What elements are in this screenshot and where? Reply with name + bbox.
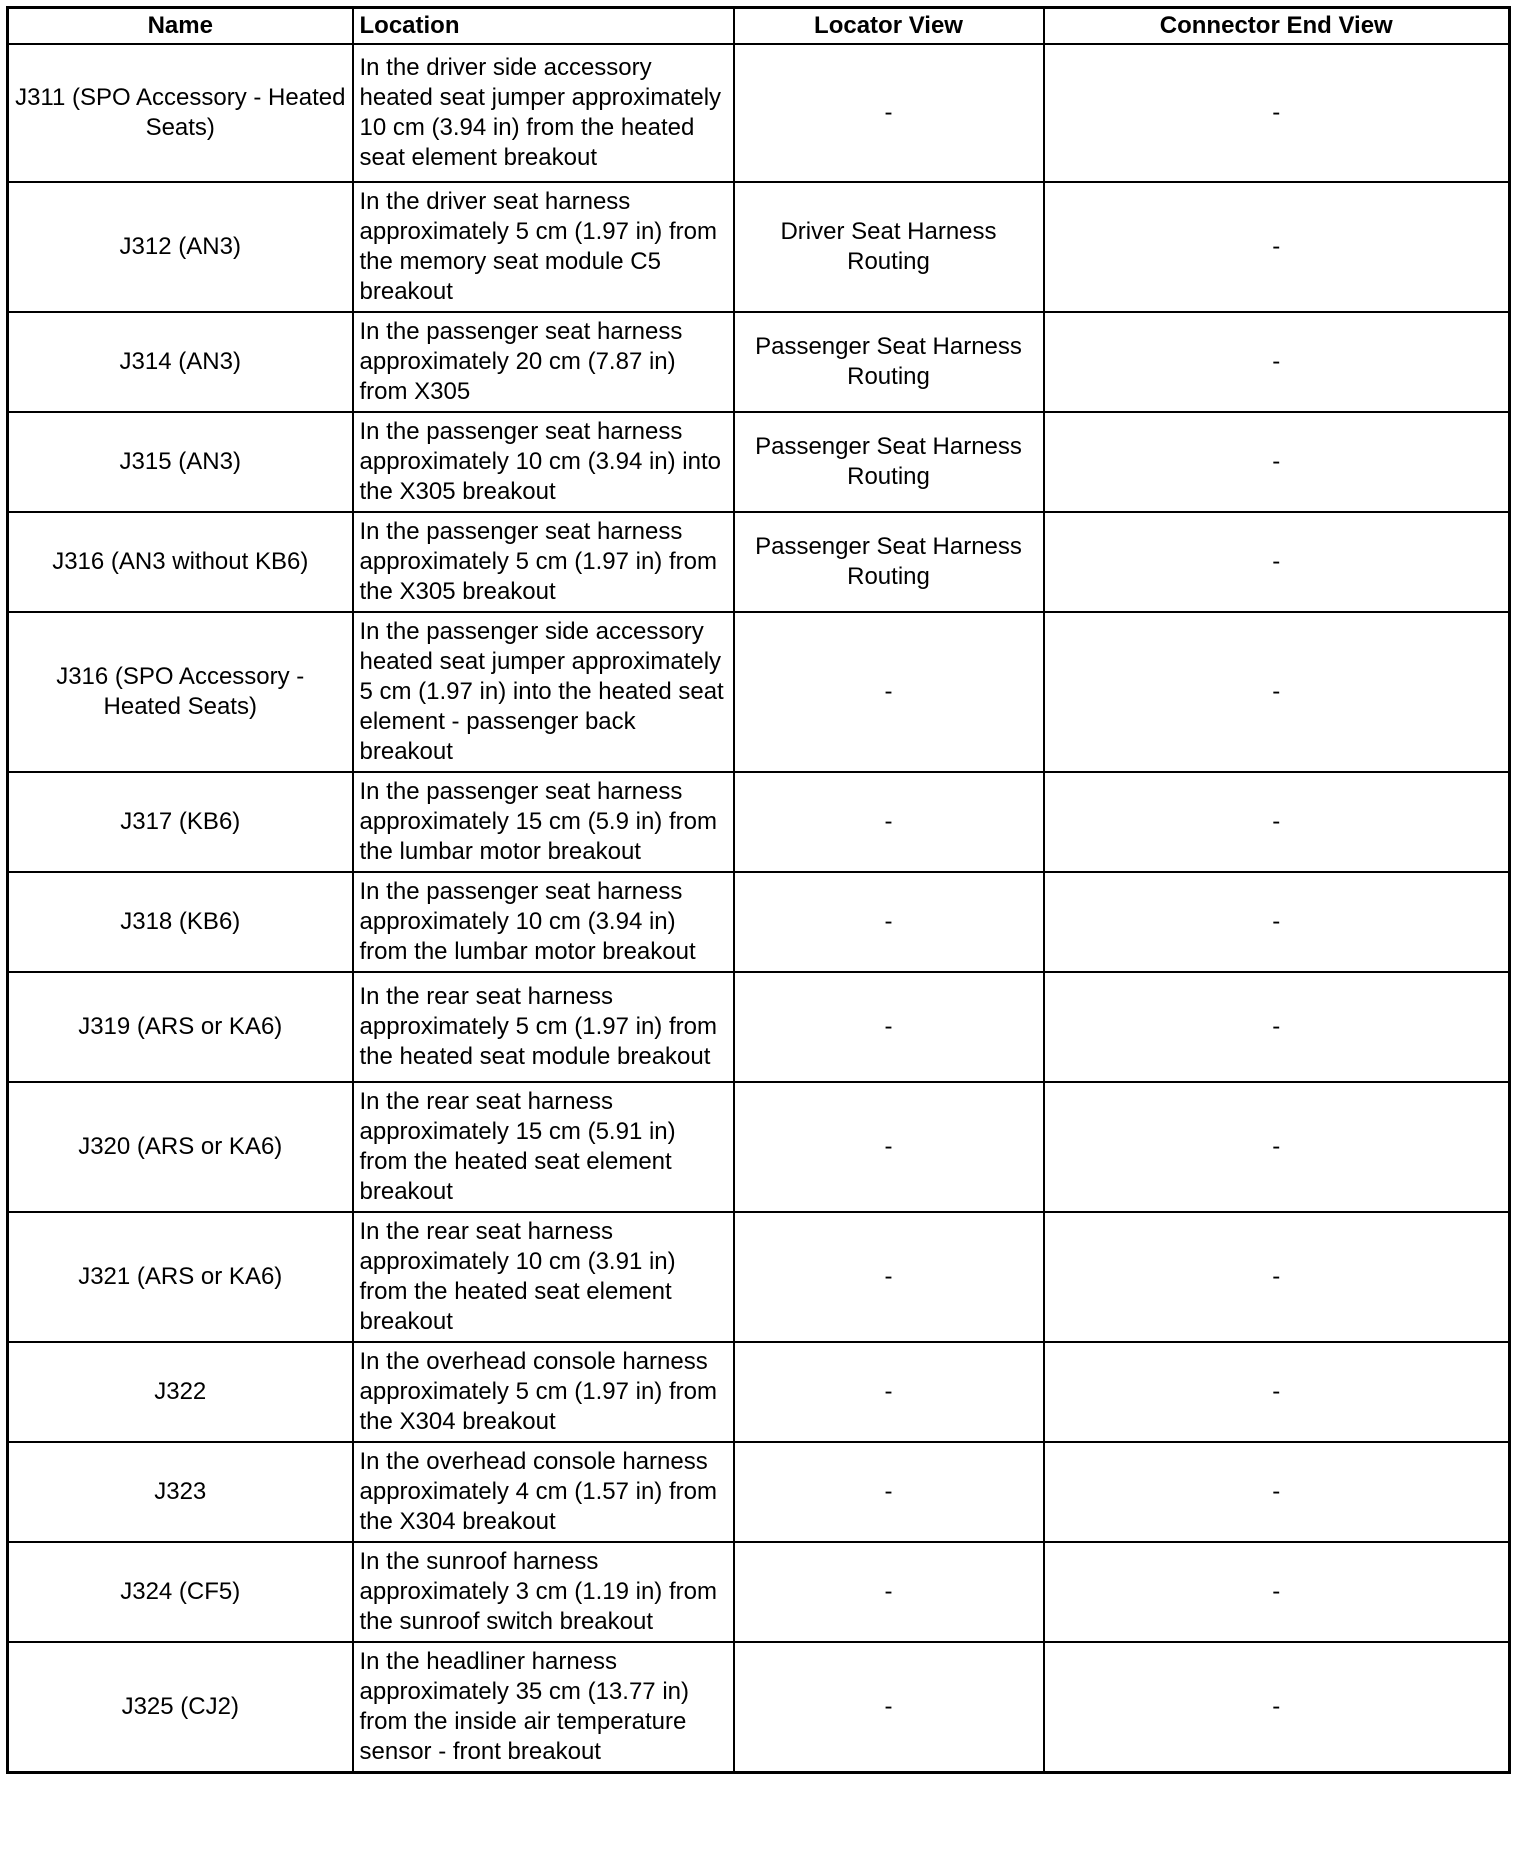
cell-location: In the driver side accessory heated seat jumper approximately 10 cm (3.94 in) from the heated seat element breakout: [353, 44, 734, 182]
cell-location: In the rear seat harness approximately 10 cm (3.91 in) from the heated seat element breakout: [353, 1212, 734, 1342]
cell-name: J325 (CJ2): [8, 1642, 353, 1773]
header-connector-end-view: Connector End View: [1044, 8, 1510, 45]
cell-connector-end-view: -: [1044, 1212, 1510, 1342]
cell-location: In the passenger seat harness approximately 20 cm (7.87 in) from X305: [353, 312, 734, 412]
cell-locator-view: -: [734, 872, 1044, 972]
connector-location-table: [6, 6, 1511, 1774]
table-row: [8, 44, 1510, 182]
cell-locator-view: -: [734, 612, 1044, 772]
cell-location: In the overhead console harness approximately 5 cm (1.97 in) from the X304 breakout: [353, 1342, 734, 1442]
header-location: Location: [353, 8, 734, 45]
table-row: [8, 772, 1510, 872]
table-header: [8, 8, 1510, 45]
cell-name: J318 (KB6): [8, 872, 353, 972]
cell-connector-end-view: -: [1044, 1342, 1510, 1442]
cell-location: In the passenger seat harness approximately 5 cm (1.97 in) from the X305 breakout: [353, 512, 734, 612]
cell-location: In the passenger side accessory heated seat jumper approximately 5 cm (1.97 in) into the heated seat element - passenger back breakout: [353, 612, 734, 772]
table-body: [8, 44, 1510, 1773]
cell-name: J316 (AN3 without KB6): [8, 512, 353, 612]
cell-connector-end-view: -: [1044, 1082, 1510, 1212]
table-row: [8, 1642, 1510, 1773]
table-row: [8, 1212, 1510, 1342]
cell-location: In the driver seat harness approximately 5 cm (1.97 in) from the memory seat module C5 breakout: [353, 182, 734, 312]
cell-connector-end-view: -: [1044, 512, 1510, 612]
header-name: Name: [8, 8, 353, 45]
cell-connector-end-view: -: [1044, 412, 1510, 512]
table-row: [8, 182, 1510, 312]
connector-table-container: [6, 6, 1508, 1774]
table-row: [8, 1082, 1510, 1212]
cell-connector-end-view: -: [1044, 1642, 1510, 1773]
table-row: [8, 612, 1510, 772]
cell-connector-end-view: -: [1044, 872, 1510, 972]
cell-locator-view: -: [734, 1542, 1044, 1642]
cell-connector-end-view: -: [1044, 772, 1510, 872]
table-row: [8, 972, 1510, 1082]
cell-locator-view: -: [734, 1082, 1044, 1212]
cell-locator-view: -: [734, 1212, 1044, 1342]
cell-connector-end-view: -: [1044, 1542, 1510, 1642]
cell-locator-view: -: [734, 1642, 1044, 1773]
cell-location: In the passenger seat harness approximately 10 cm (3.94 in) into the X305 breakout: [353, 412, 734, 512]
cell-locator-view: -: [734, 1342, 1044, 1442]
cell-connector-end-view: -: [1044, 44, 1510, 182]
cell-location: In the headliner harness approximately 35 cm (13.77 in) from the inside air temperature sensor - front breakout: [353, 1642, 734, 1773]
cell-name: J316 (SPO Accessory - Heated Seats): [8, 612, 353, 772]
cell-name: J324 (CF5): [8, 1542, 353, 1642]
cell-location: In the sunroof harness approximately 3 cm (1.19 in) from the sunroof switch breakout: [353, 1542, 734, 1642]
cell-locator-view: Driver Seat Harness Routing: [734, 182, 1044, 312]
table-row: [8, 1542, 1510, 1642]
cell-locator-view: Passenger Seat Harness Routing: [734, 312, 1044, 412]
cell-connector-end-view: -: [1044, 182, 1510, 312]
cell-name: J317 (KB6): [8, 772, 353, 872]
cell-location: In the rear seat harness approximately 15 cm (5.91 in) from the heated seat element breakout: [353, 1082, 734, 1212]
cell-connector-end-view: -: [1044, 972, 1510, 1082]
header-locator-view: Locator View: [734, 8, 1044, 45]
cell-name: J315 (AN3): [8, 412, 353, 512]
header-row: [8, 8, 1510, 45]
table-row: [8, 412, 1510, 512]
cell-connector-end-view: -: [1044, 612, 1510, 772]
cell-name: J321 (ARS or KA6): [8, 1212, 353, 1342]
cell-name: J322: [8, 1342, 353, 1442]
cell-locator-view: Passenger Seat Harness Routing: [734, 412, 1044, 512]
cell-location: In the passenger seat harness approximately 10 cm (3.94 in) from the lumbar motor breakout: [353, 872, 734, 972]
cell-name: J323: [8, 1442, 353, 1542]
cell-name: J314 (AN3): [8, 312, 353, 412]
cell-name: J320 (ARS or KA6): [8, 1082, 353, 1212]
cell-locator-view: -: [734, 1442, 1044, 1542]
cell-location: In the rear seat harness approximately 5 cm (1.97 in) from the heated seat module breakout: [353, 972, 734, 1082]
table-row: [8, 512, 1510, 612]
cell-location: In the overhead console harness approximately 4 cm (1.57 in) from the X304 breakout: [353, 1442, 734, 1542]
cell-name: J319 (ARS or KA6): [8, 972, 353, 1082]
cell-connector-end-view: -: [1044, 312, 1510, 412]
cell-locator-view: -: [734, 972, 1044, 1082]
table-row: [8, 1442, 1510, 1542]
cell-location: In the passenger seat harness approximately 15 cm (5.9 in) from the lumbar motor breakout: [353, 772, 734, 872]
cell-name: J312 (AN3): [8, 182, 353, 312]
cell-name: J311 (SPO Accessory - Heated Seats): [8, 44, 353, 182]
table-row: [8, 312, 1510, 412]
table-row: [8, 872, 1510, 972]
table-row: [8, 1342, 1510, 1442]
cell-locator-view: -: [734, 772, 1044, 872]
cell-locator-view: -: [734, 44, 1044, 182]
cell-locator-view: Passenger Seat Harness Routing: [734, 512, 1044, 612]
cell-connector-end-view: -: [1044, 1442, 1510, 1542]
